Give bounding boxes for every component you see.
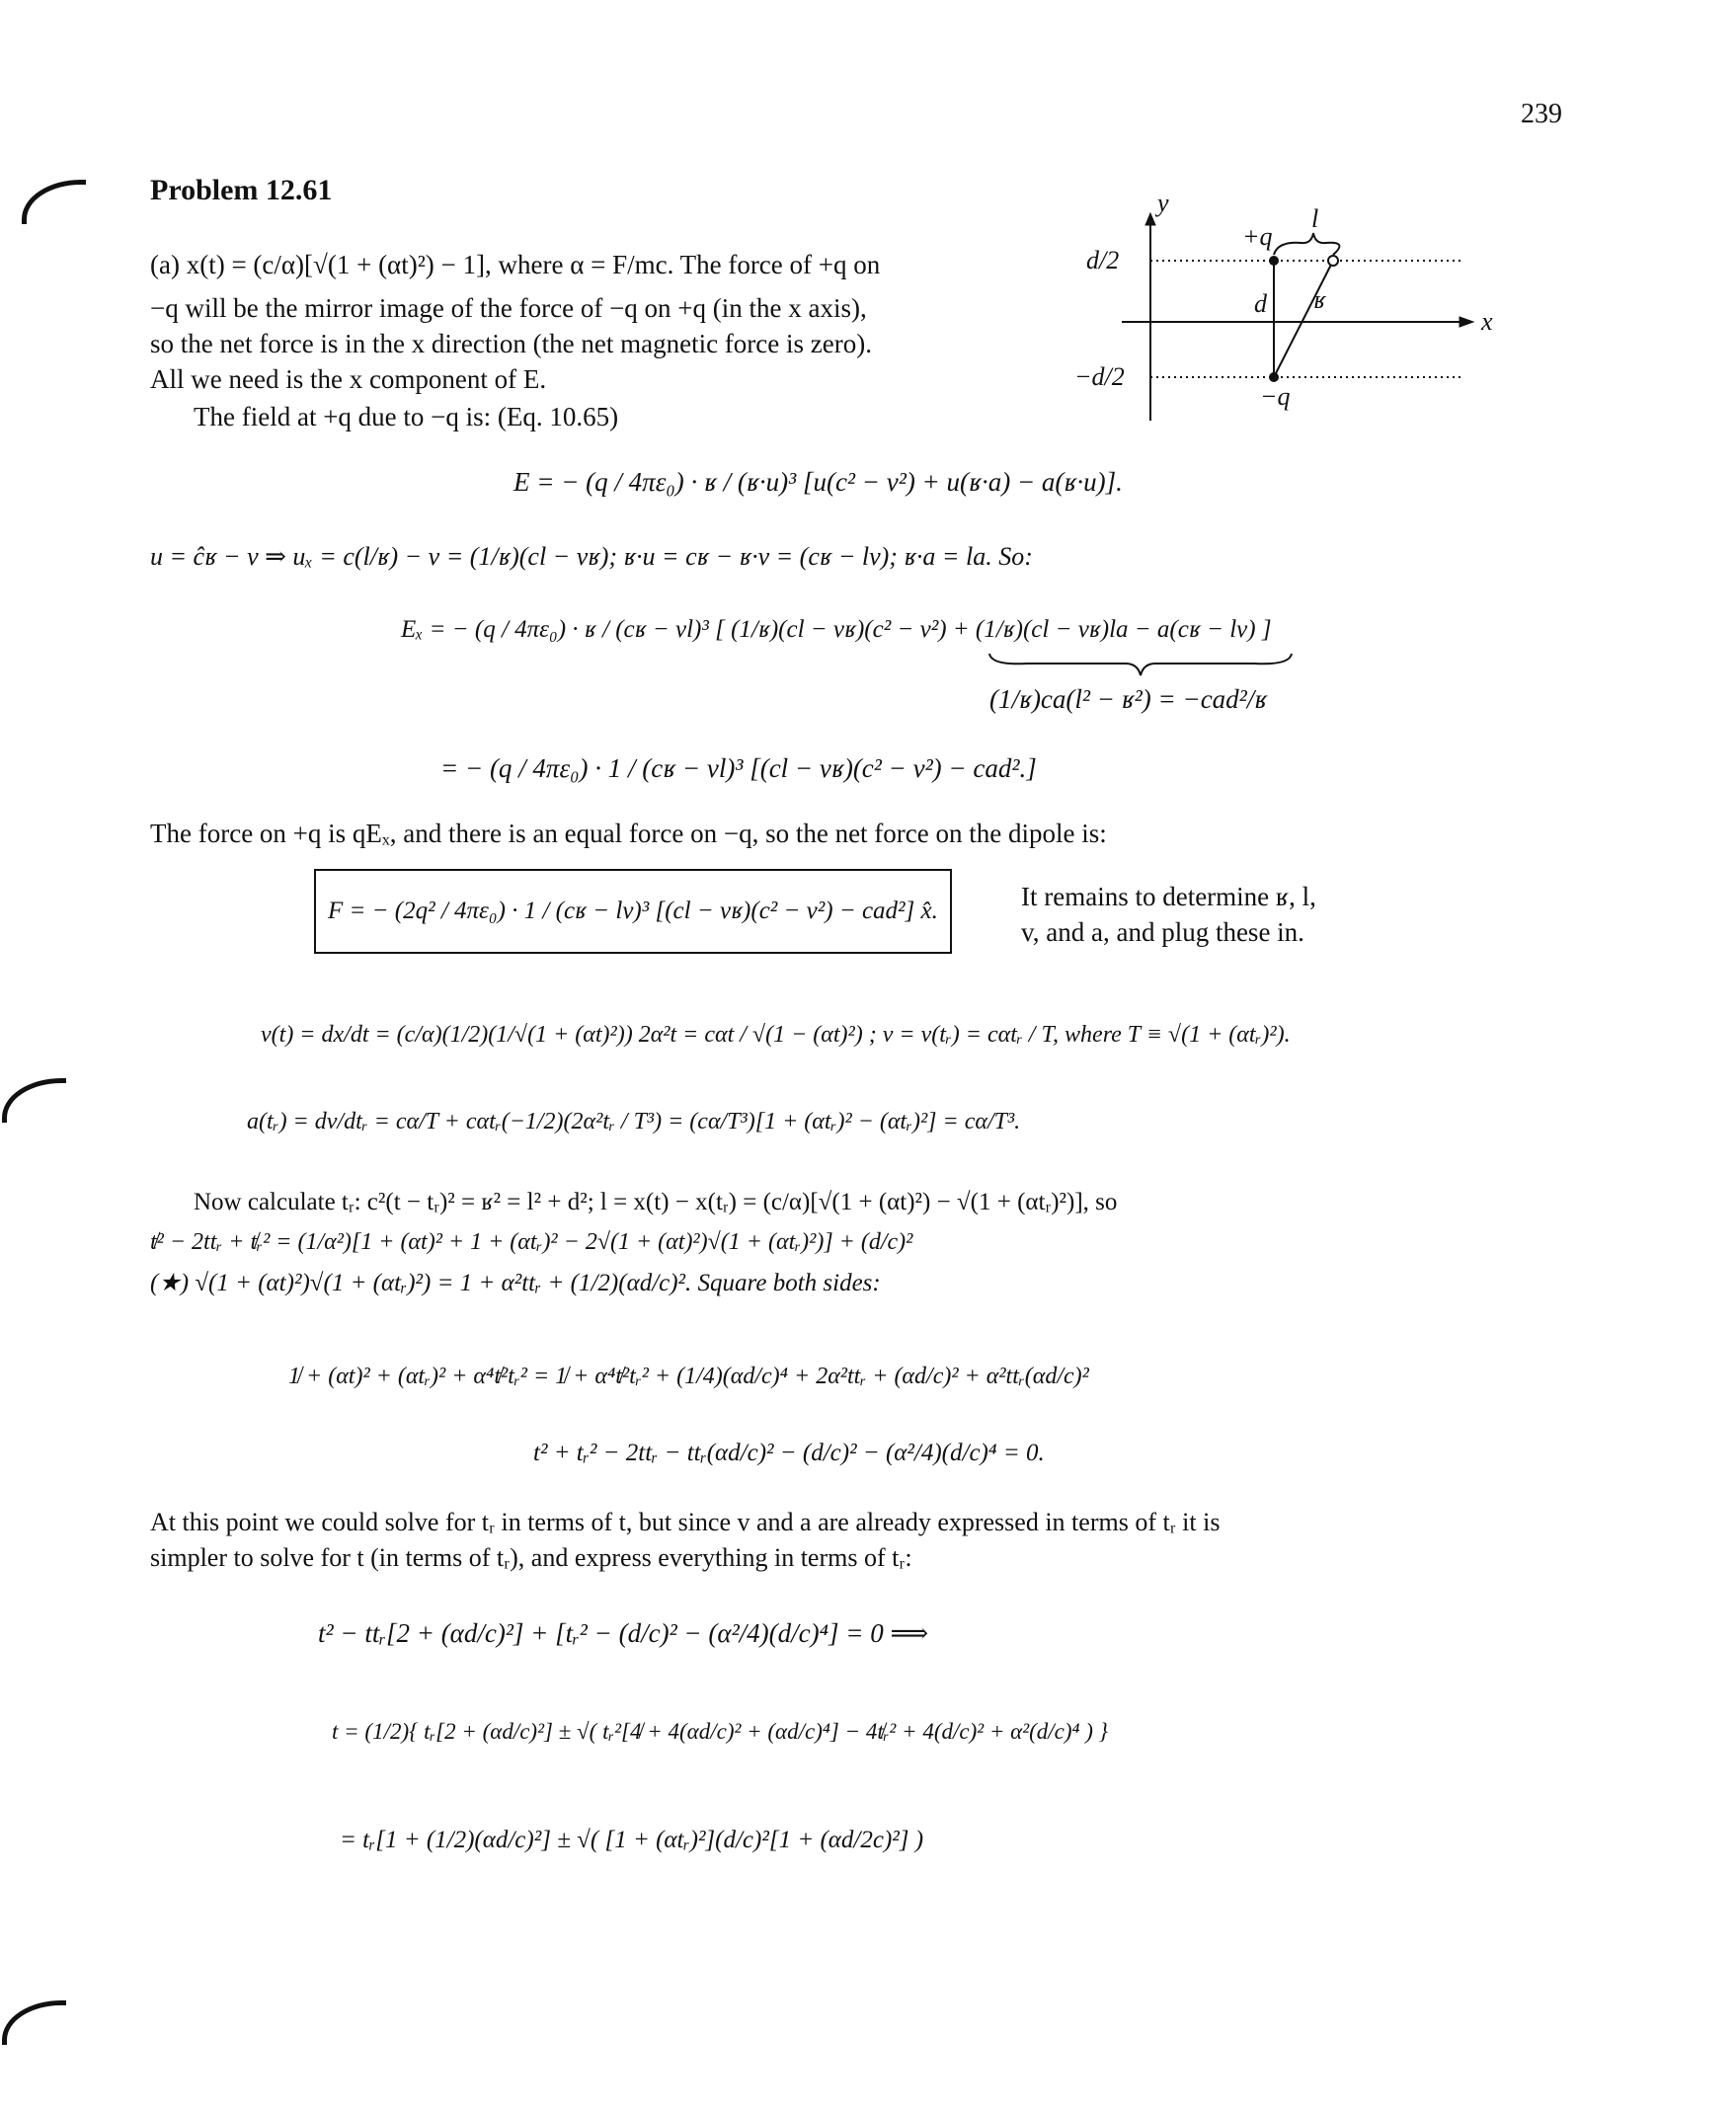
paragraph-line: −q will be the mirror image of the force of −q on +q (in the x axis), xyxy=(150,293,867,323)
paragraph-line: The field at +q due to −q is: (Eq. 10.65) xyxy=(194,402,619,431)
l-label: l xyxy=(1311,204,1319,233)
equation-solution-second: = tᵣ[1 + (1/2)(αd/c)²] ± √( [1 + (αtᵣ)²](d/c)²[1 + (αd/2c)²] ) xyxy=(340,1827,924,1853)
equation-reduced: t² + tᵣ² − 2ttᵣ − ttᵣ(αd/c)² − (d/c)² − (α²/4)(d/c)⁴ = 0. xyxy=(533,1440,1045,1466)
paragraph-line: All we need is the x component of E. xyxy=(150,364,547,394)
paragraph-line: The force on +q is qEₓ, and there is an equal force on −q, so the net force on the dipole is: xyxy=(150,819,1107,848)
equation-solution-first: t = (1/2){ tᵣ[2 + (αd/c)²] ± √( tᵣ²[4̸ + 4(αd/c)² + (αd/c)⁴] − 4t̸ᵣ² + 4(d/c)² + α²(d/c)⁴ ) } xyxy=(332,1719,1108,1744)
paragraph-line: so the net force is in the x direction (the net magnetic force is zero). xyxy=(150,329,872,358)
l-brace xyxy=(1274,233,1339,255)
r-segment xyxy=(1274,261,1333,377)
d-label: d xyxy=(1254,289,1267,318)
paragraph-line: simpler to solve for t (in terms of tᵣ), and express everything in terms of tᵣ: xyxy=(150,1543,912,1572)
paragraph-line: (a) x(t) = (c/α)[√(1 + (αt)²) − 1], where α = F/mc. The force of +q on xyxy=(150,250,881,279)
equation-expand: t̸² − 2ttᵣ + t̸ᵣ² = (1/α²)[1 + (αt)² + 1 + (αtᵣ)² − 2√(1 + (αt)²)√(1 + (αtᵣ)²)] + (d/c)² xyxy=(150,1229,913,1255)
scan-corner-mark-bottom xyxy=(2,2000,66,2045)
top-mark-label: d/2 xyxy=(1086,246,1120,274)
plus-charge-moved-dot xyxy=(1328,256,1338,266)
equation-quadratic: t² − ttᵣ[2 + (αd/c)²] + [tᵣ² − (d/c)² − (α²/4)(d/c)⁴] = 0 ⟹ xyxy=(318,1618,929,1648)
underbrace xyxy=(987,652,1294,677)
plus-charge-label: +q xyxy=(1242,222,1273,251)
paragraph-line: Now calculate tᵣ: c²(t − tᵣ)² = ʁ² = l² + d²; l = x(t) − x(tᵣ) = (c/α)[√(1 + (αt)²) − √(1 + (αtᵣ)²)], so xyxy=(194,1189,1118,1215)
minus-charge-label: −q xyxy=(1260,382,1291,411)
bottom-mark-label: −d/2 xyxy=(1074,362,1125,391)
equation-velocity: v(t) = dx/dt = (c/α)(1/2)(1/√(1 + (αt)²)) 2α²t = cαt / √(1 − (αt)²) ; v = v(tᵣ) = cαtᵣ / T, where T ≡ √(1 + (αtᵣ)²). xyxy=(261,1022,1291,1048)
problem-title: Problem 12.61 xyxy=(150,174,333,206)
equation-acceleration: a(tᵣ) = dv/dtᵣ = cα/T + cαtᵣ(−1/2)(2α²tᵣ / T³) = (cα/T³)[1 + (αtᵣ)² − (αtᵣ)²] = cα/T³. xyxy=(247,1109,1021,1134)
scan-corner-mark-top xyxy=(22,180,86,224)
equation-square: 1̸ + (αt)² + (αtᵣ)² + α⁴t̸²tᵣ² = 1̸ + α⁴t̸²tᵣ² + (1/4)(αd/c)⁴ + 2α²ttᵣ + (αd/c)² + α²ttᵣ(αd/c)² xyxy=(288,1364,1089,1389)
page-number: 239 xyxy=(1521,99,1562,129)
equation-ex-brace-note: (1/ʁ)ca(l² − ʁ²) = −cad²/ʁ xyxy=(989,684,1268,714)
x-axis-label: x xyxy=(1481,307,1493,336)
r-label: ʁ xyxy=(1313,285,1326,314)
minus-charge-dot xyxy=(1269,372,1279,382)
scan-corner-mark-middle xyxy=(2,1078,66,1123)
equation-e-field: E = − (q / 4πε₀) · ʁ / (ʁ·u)³ [u(c² − v²) + u(ʁ·a) − a(ʁ·u)]. xyxy=(513,467,1123,497)
remark-line: It remains to determine ʁ, l, xyxy=(1021,882,1316,911)
y-axis-arrowhead xyxy=(1145,213,1155,225)
plus-charge-dot xyxy=(1269,256,1279,266)
equation-ex-second: = − (q / 4πε₀) · 1 / (cʁ − vl)³ [(cl − vʁ)(c² − v²) − cad².] xyxy=(440,753,1037,783)
x-axis-arrowhead xyxy=(1460,317,1473,327)
paragraph-line: At this point we could solve for tᵣ in terms of t, but since v and a are already expressed in terms of tᵣ it is xyxy=(150,1508,1221,1536)
boxed-net-force-equation: F = − (2q² / 4πε₀) · 1 / (cʁ − lv)³ [(cl − vʁ)(c² − v²) − cad²] x̂. xyxy=(314,869,952,954)
equation-ex-first: Eₓ = − (q / 4πε₀) · ʁ / (cʁ − vl)³ [ (1/ʁ)(cl − vʁ)(c² − v²) + (1/ʁ)(cl − vʁ)la − a(cʁ − lv) ] xyxy=(401,616,1272,643)
dipole-figure xyxy=(1066,194,1521,430)
y-axis-label: y xyxy=(1157,194,1169,217)
equation-star: (★) √(1 + (αt)²)√(1 + (αtᵣ)²) = 1 + α²ttᵣ + (1/2)(αd/c)². Square both sides: xyxy=(150,1270,881,1296)
remark-line: v, and a, and plug these in. xyxy=(1021,917,1304,947)
equation-u-line: u = ĉʁ − v ⇒ uₓ = c(l/ʁ) − v = (1/ʁ)(cl − vʁ); ʁ·u = cʁ − ʁ·v = (cʁ − lv); ʁ·a = la. So: xyxy=(150,542,1033,571)
